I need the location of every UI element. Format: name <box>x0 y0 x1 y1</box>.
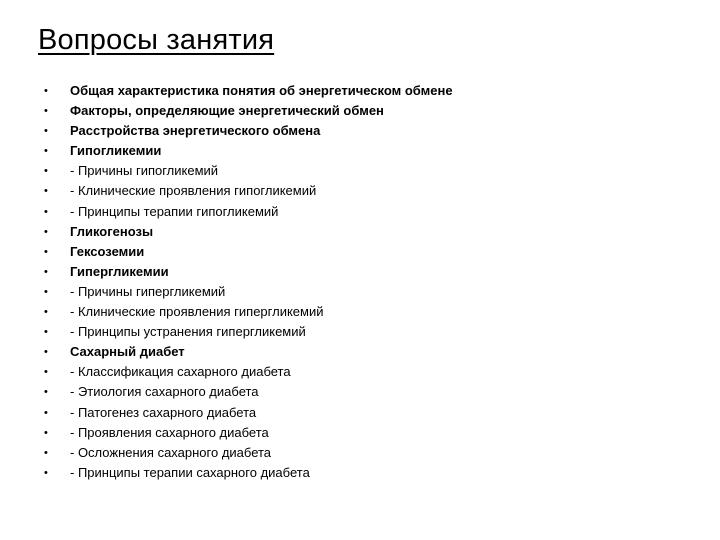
list-item-text: - Этиология сахарного диабета <box>70 384 259 400</box>
list-item-text: - Принципы терапии сахарного диабета <box>70 464 310 480</box>
list-item-text: - Патогенез сахарного диабета <box>70 404 257 420</box>
bullet-icon: • <box>44 145 48 158</box>
bullet-icon: • <box>44 446 48 459</box>
list-item-text: Гексоземии <box>70 243 145 259</box>
bullet-icon: • <box>44 265 48 278</box>
bullet-icon: • <box>44 285 48 298</box>
list-item-text: - Классификация сахарного диабета <box>70 364 291 380</box>
list-item-text: Факторы, определяющие энергетический обмен <box>70 103 384 119</box>
list-item-text: Гипергликемии <box>70 263 169 279</box>
list-item-text: - Причины гипогликемий <box>70 163 219 179</box>
bullet-icon: • <box>44 386 48 399</box>
bullet-icon: • <box>44 205 48 218</box>
list-item-text: - Проявления сахарного диабета <box>70 424 269 440</box>
bullet-icon: • <box>44 406 48 419</box>
bullet-icon: • <box>44 165 48 178</box>
bullet-icon: • <box>44 185 48 198</box>
list-item-text: Расстройства энергетического обмена <box>70 123 321 139</box>
bullet-icon: • <box>44 306 48 319</box>
bullet-icon: • <box>44 245 48 258</box>
bullet-icon: • <box>44 426 48 439</box>
bullet-icon: • <box>44 105 48 118</box>
bullet-icon: • <box>44 85 48 97</box>
slide-title: Вопросы занятия <box>38 24 275 56</box>
bullet-icon: • <box>44 366 48 379</box>
list-item-text: Сахарный диабет <box>70 344 185 360</box>
list-item-text: - Клинические проявления гипергликемий <box>70 304 324 320</box>
bullet-icon: • <box>44 125 48 138</box>
list-item-text: - Осложнения сахарного диабета <box>70 444 272 460</box>
list-item-text: Гипогликемии <box>70 143 162 159</box>
list-item-text: Общая характеристика понятия об энергетическом обмене <box>70 83 453 98</box>
list-item-text: - Клинические проявления гипогликемий <box>70 183 317 199</box>
list-item-text: - Принципы терапии гипогликемий <box>70 203 279 219</box>
bullet-icon: • <box>44 346 48 359</box>
list-item-text: - Причины гипергликемий <box>70 283 226 299</box>
list-item-text: Гликогенозы <box>70 223 154 239</box>
bullet-icon: • <box>44 326 48 339</box>
list-item-text: - Принципы устранения гипергликемий <box>70 324 306 340</box>
bullet-icon: • <box>44 225 48 238</box>
bullet-icon: • <box>44 466 48 479</box>
